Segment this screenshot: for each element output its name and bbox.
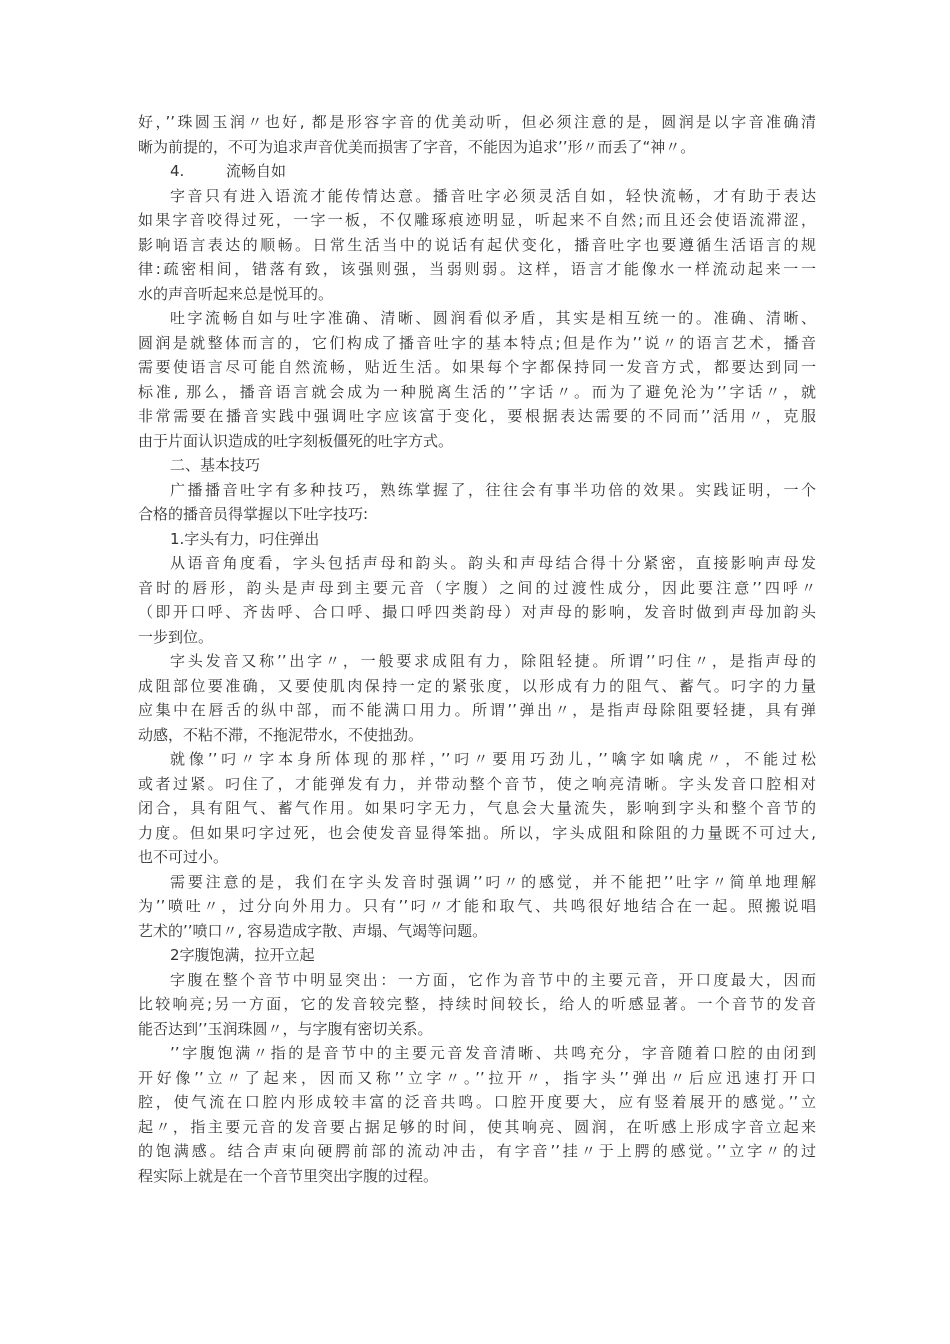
paragraph bbox=[138, 551, 816, 649]
text-line: 比较响亮;另一方面，它的发音较完整，持续时间较长，给人的听感显著。一个音节的发音 bbox=[138, 995, 816, 1013]
text-line: 合格的播音员得掌握以下吐字技巧: bbox=[138, 505, 369, 523]
text-line: 律:疏密相间，错落有致，该强则强，当弱则弱。这样，语言才能像水一样流动起来一一 bbox=[138, 260, 816, 278]
paragraph bbox=[138, 478, 816, 527]
text-line: 晰为前提的，不可为追求声音优美而损害了字音，不能因为追求’’形〃而丢了“神〃。 bbox=[138, 137, 696, 156]
paragraph bbox=[138, 870, 816, 944]
text-line: 字腹在整个音节中明显突出：一方面，它作为音节中的主要元音，开口度最大，因而 bbox=[170, 970, 816, 989]
section-title: 流畅自如 bbox=[226, 162, 287, 180]
text-line: 圆润是就整体而言的，它们构成了播音吐字的基本特点;但是作为’’说〃的语言艺术，播音 bbox=[138, 333, 816, 352]
paragraph bbox=[138, 968, 816, 1042]
text-line: 应集中在唇舌的纵中部，而不能满口用力。所谓’’弹出〃，是指声母除阻要轻捷，具有弹 bbox=[138, 701, 816, 719]
text-line: 开好像’’立〃了起来，因而又称’’立字〃。’’拉开〃，指字头’’弹出〃后应迅速打开口 bbox=[138, 1068, 816, 1087]
text-line: 或者过紧。叼住了，才能弹发有力，并带动整个音节，使之响亮清晰。字头发音口腔相对 bbox=[138, 774, 816, 793]
text-line: 艺术的’’喷口〃, 容易造成字散、声塌、气竭等问题。 bbox=[138, 921, 488, 940]
paragraph bbox=[138, 1041, 816, 1188]
paragraph bbox=[138, 110, 816, 159]
section-heading: 二、基本技巧 bbox=[170, 456, 261, 474]
text-line: 广播播音吐字有多种技巧，熟练掌握了，往往会有事半功倍的效果。实践证明，一个 bbox=[170, 480, 816, 499]
paragraph bbox=[138, 184, 816, 307]
text-line: （即开口呼、齐齿呼、合口呼、撮口呼四类韵母）对声母的影响，发音时做到声母加韵头 bbox=[138, 603, 816, 621]
text-line: 字音只有进入语流才能传情达意。播音吐字必须灵活自如，轻快流畅，才有助于表达 bbox=[170, 186, 816, 205]
text-line: 由于片面认识造成的吐字刻板僵死的吐字方式。 bbox=[138, 431, 454, 450]
text-line: 标准, 那么，播音语言就会成为一种脱离生活的’’字话〃。而为了避免沦为’’字话〃，就 bbox=[138, 382, 816, 401]
text-line: 起〃，指主要元音的发音要占据足够的时间，使其响亮、圆润，在听感上形成字音立起来 bbox=[138, 1117, 816, 1136]
text-line: ’’字腹饱满〃指的是音节中的主要元音发音清晰、共鸣充分，字音随着口腔的由闭到 bbox=[170, 1044, 816, 1062]
paragraph bbox=[138, 306, 816, 453]
text-line: 的饱满感。结合声束向硬腭前部的流动冲击，有字音’’挂〃于上腭的感觉。’’立字〃的过 bbox=[138, 1142, 816, 1160]
text-line: 吐字流畅自如与吐字准确、清晰、圆润看似矛盾，其实是相互统一的。准确、清晰、 bbox=[170, 309, 816, 327]
text-line: 就像’’叼〃字本身所体现的那样，’’叼〃要用巧劲儿，’’噙字如噙虎〃，不能过松 bbox=[170, 750, 816, 768]
text-line: 闭合，具有阻气、蓄气作用。如果叼字无力，气息会大量流失，影响到字头和整个音节的 bbox=[138, 799, 816, 817]
text-line: 力度。但如果叼字过死，也会使发音显得笨拙。所以，字头成阻和除阻的力量既不可过大, bbox=[138, 823, 816, 842]
text-line: 影响语言表达的顺畅。日常生活当中的说话有起伏变化，播音吐字也要遵循生活语言的规 bbox=[138, 235, 816, 254]
paragraph bbox=[138, 747, 816, 870]
section-number: 4. bbox=[170, 162, 185, 180]
section-heading bbox=[138, 159, 816, 184]
text-line: 一步到位。 bbox=[138, 627, 214, 646]
text-line: 从语音角度看，字头包括声母和韵头。韵头和声母结合得十分紧密，直接影响声母发 bbox=[170, 554, 816, 572]
text-line: 音时的唇形，韵头是声母到主要元音（字腹）之间的过渡性成分，因此要注意’’四呼〃 bbox=[138, 578, 816, 597]
text-line: 水的声音听起来总是悦耳的。 bbox=[138, 284, 334, 303]
text-line: 字头发音又称’’出字〃，一般要求成阻有力，除阻轻捷。所谓’’叼住〃，是指声母的 bbox=[170, 652, 816, 670]
text-line: 如果字音咬得过死，一字一板，不仅雕琢痕迹明显，听起来不自然;而且还会使语流滞涩， bbox=[138, 211, 816, 229]
text-line: 也不可过小。 bbox=[138, 848, 229, 866]
text-line: 需要使语言尽可能自然流畅，贴近生活。如果每个字都保持同一发音方式，都要达到同一 bbox=[138, 358, 816, 376]
section-heading: 1.字头有力，叼住弹出 bbox=[170, 529, 320, 548]
text-line: 需要注意的是，我们在字头发音时强调’’叼〃的感觉，并不能把’’吐字〃简单地理解 bbox=[170, 872, 816, 891]
paragraph bbox=[138, 649, 816, 747]
section-heading: 2字腹饱满，拉开立起 bbox=[170, 946, 315, 964]
text-line: 为’’喷吐〃，过分向外用力。只有’’叼〃才能和取气、共鸣很好地结合在一起。照搬说唱 bbox=[138, 897, 816, 915]
text-line: 好，’’珠圆玉润〃也好, 都是形容字音的优美动听，但必须注意的是，圆润是以字音准确清 bbox=[138, 113, 816, 131]
text-line: 腔，使气流在口腔内形成较丰富的泛音共鸣。口腔开度要大，应有竖着展开的感觉。’’立 bbox=[138, 1093, 816, 1111]
document-page bbox=[138, 110, 816, 1188]
text-line: 动感，不粘不滞，不拖泥带水，不使拙劲。 bbox=[138, 725, 424, 744]
text-line: 非常需要在播音实践中强调吐字应该富于变化，要根据表达需要的不同而’’活用〃，克服 bbox=[138, 407, 816, 425]
text-line: 能否达到’’玉润珠圆〃，与字腹有密切关系。 bbox=[138, 1019, 433, 1038]
text-line: 成阻部位要准确，又要使肌肉保持一定的紧张度，以形成有力的阻气、蓄气。叼字的力量 bbox=[138, 676, 816, 695]
text-line: 程实际上就是在一个音节里突出字腹的过程。 bbox=[138, 1166, 439, 1185]
